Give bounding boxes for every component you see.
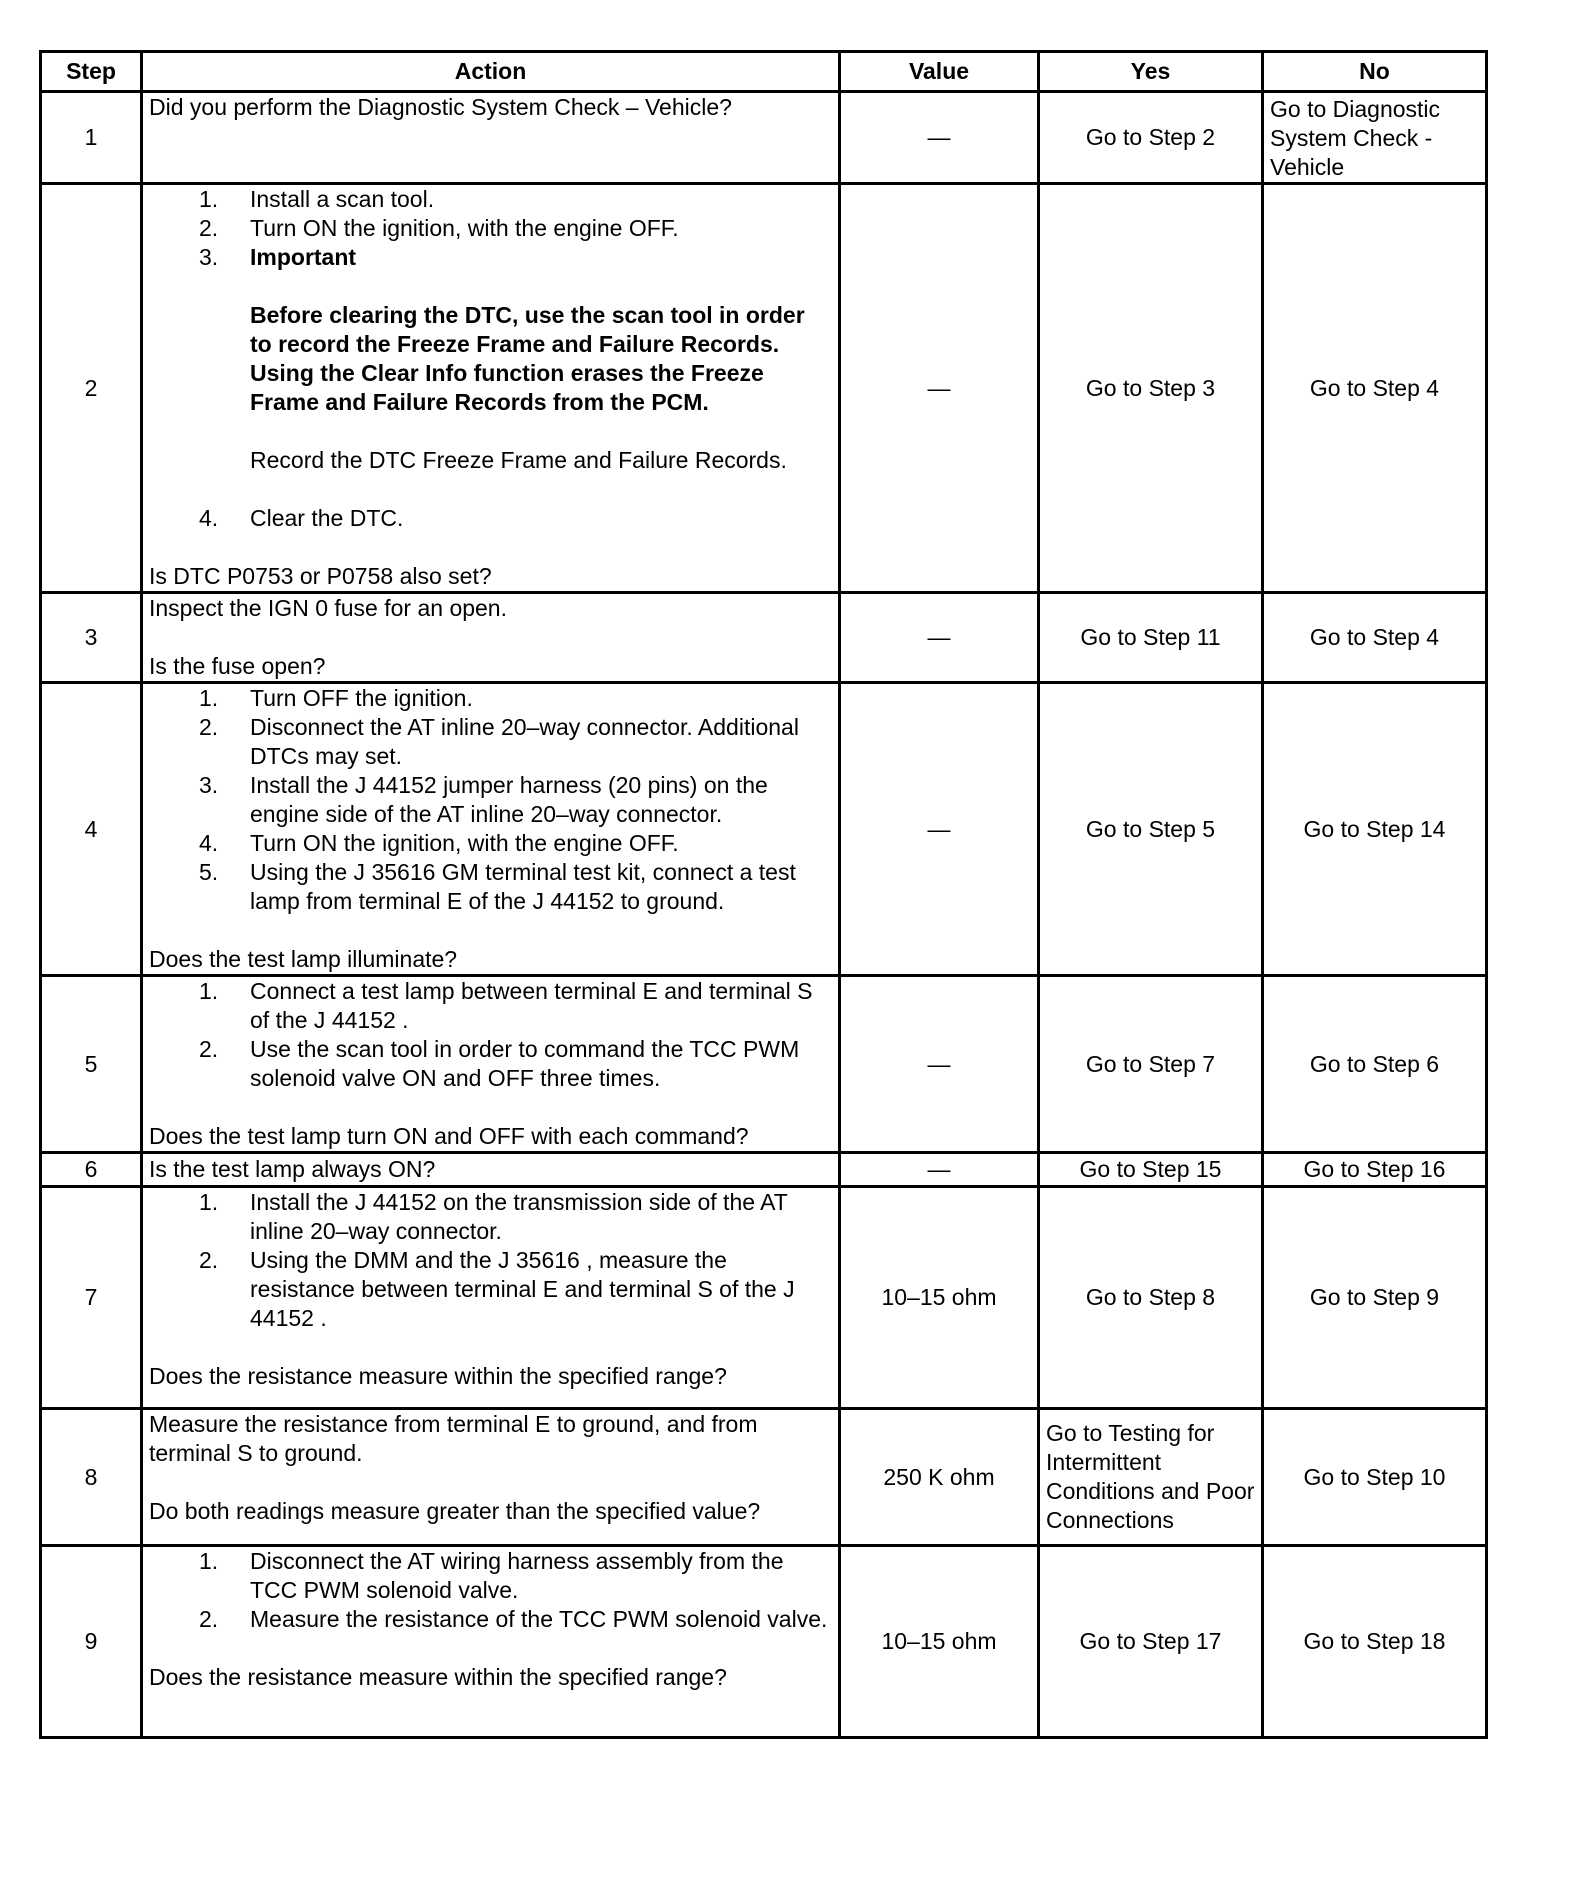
step-number: 2 <box>41 184 142 593</box>
action-step: 1. Connect a test lamp between terminal E and terminal S of the J 44152 . <box>199 978 813 1033</box>
yes-cell: Go to Step 5 <box>1039 683 1263 976</box>
yes-cell: Go to Step 7 <box>1039 976 1263 1153</box>
table-row <box>41 92 1487 184</box>
action-step: 5. Using the J 35616 GM terminal test kit, connect a test lamp from terminal E of the J 44152 to ground. <box>199 859 796 914</box>
no-cell: Go to Step 4 <box>1263 184 1487 593</box>
no-cell: Go to Step 4 <box>1263 593 1487 683</box>
value-cell: 10–15 ohm <box>840 1546 1039 1738</box>
header-row <box>41 52 1487 92</box>
action-question: Does the resistance measure within the specified range? <box>149 1664 727 1690</box>
value-cell: — <box>840 976 1039 1153</box>
table-row <box>41 1546 1487 1738</box>
table-row <box>41 1187 1487 1409</box>
action-steps <box>149 1188 832 1333</box>
no-cell: Go to Step 9 <box>1263 1187 1487 1409</box>
step-number: 8 <box>41 1409 142 1546</box>
action-cell <box>142 1187 840 1409</box>
no-cell: Go to Step 18 <box>1263 1546 1487 1738</box>
step-number: 5 <box>41 976 142 1153</box>
yes-cell: Go to Step 11 <box>1039 593 1263 683</box>
action-cell <box>142 1153 840 1187</box>
action-steps <box>149 977 832 1093</box>
step-number: 7 <box>41 1187 142 1409</box>
header-no: No <box>1263 52 1487 92</box>
action-cell <box>142 976 840 1153</box>
table-row <box>41 1409 1487 1546</box>
no-cell: Go to Step 14 <box>1263 683 1487 976</box>
action-step: 2. Using the DMM and the J 35616 , measure the resistance between terminal E and terminal S of the J 44152 . <box>199 1247 795 1331</box>
table-row <box>41 1153 1487 1187</box>
yes-cell: Go to Step 2 <box>1039 92 1263 184</box>
action-question: Does the resistance measure within the specified range? <box>149 1363 727 1389</box>
table-row <box>41 184 1487 593</box>
important-note: Before clearing the DTC, use the scan tool in order to record the Freeze Frame and Failure Records. Using the Clear Info function erases the Freeze Frame and Failure Records from the PCM. <box>250 302 805 415</box>
action-step: 4. Turn ON the ignition, with the engine OFF. <box>199 830 679 856</box>
action-cell <box>142 1546 840 1738</box>
step-number: 1 <box>41 92 142 184</box>
action-question: Do both readings measure greater than the specified value? <box>149 1498 761 1524</box>
action-text: Did you perform the Diagnostic System Check – Vehicle? <box>149 94 732 120</box>
value-cell: — <box>840 92 1039 184</box>
action-step: 1. Install the J 44152 on the transmission side of the AT inline 20–way connector. <box>199 1189 788 1244</box>
header-step: Step <box>41 52 142 92</box>
yes-cell: Go to Step 3 <box>1039 184 1263 593</box>
action-text: Measure the resistance from terminal E to ground, and from terminal S to ground. <box>149 1411 758 1466</box>
action-steps <box>149 1547 832 1634</box>
action-step: 2. Measure the resistance of the TCC PWM solenoid valve. <box>199 1606 828 1632</box>
action-step: 1. Disconnect the AT wiring harness assembly from the TCC PWM solenoid valve. <box>199 1548 784 1603</box>
yes-cell: Go to Step 17 <box>1039 1546 1263 1738</box>
step-number: 3 <box>41 593 142 683</box>
step-number: 9 <box>41 1546 142 1738</box>
action-step: 2. Turn ON the ignition, with the engine OFF. <box>199 215 679 241</box>
yes-cell: Go to Step 8 <box>1039 1187 1263 1409</box>
yes-cell: Go to Testing for Intermittent Conditions and Poor Connections <box>1039 1409 1263 1546</box>
header-action: Action <box>142 52 840 92</box>
action-step: 1. Install a scan tool. <box>199 186 435 212</box>
record-note: Record the DTC Freeze Frame and Failure Records. <box>250 447 787 473</box>
action-text: Inspect the IGN 0 fuse for an open. <box>149 595 507 621</box>
action-question: Does the test lamp turn ON and OFF with each command? <box>149 1123 749 1149</box>
action-step: 2. Disconnect the AT inline 20–way connector. Additional DTCs may set. <box>199 714 799 769</box>
yes-cell: Go to Step 15 <box>1039 1153 1263 1187</box>
table-row <box>41 976 1487 1153</box>
value-cell: — <box>840 1153 1039 1187</box>
action-question: Is the fuse open? <box>149 653 326 679</box>
no-cell: Go to Step 16 <box>1263 1153 1487 1187</box>
action-step: 4. Clear the DTC. <box>199 505 404 531</box>
action-step: 1. Turn OFF the ignition. <box>199 685 473 711</box>
action-question: Does the test lamp illuminate? <box>149 946 458 972</box>
action-step: 3. Install the J 44152 jumper harness (20 pins) on the engine side of the AT inline 20–way connector. <box>199 772 768 827</box>
no-cell: Go to Step 10 <box>1263 1409 1487 1546</box>
action-step: 2. Use the scan tool in order to command the TCC PWM solenoid valve ON and OFF three times. <box>199 1036 800 1091</box>
action-steps <box>149 185 832 533</box>
action-cell <box>142 92 840 184</box>
action-steps <box>149 684 832 916</box>
step-number: 6 <box>41 1153 142 1187</box>
value-cell: — <box>840 683 1039 976</box>
header-yes: Yes <box>1039 52 1263 92</box>
value-cell: 10–15 ohm <box>840 1187 1039 1409</box>
action-question: Is the test lamp always ON? <box>149 1156 436 1182</box>
value-cell: — <box>840 593 1039 683</box>
action-cell <box>142 1409 840 1546</box>
header-value: Value <box>840 52 1039 92</box>
action-step: 3. Important Before clearing the DTC, use the scan tool in order to record the Freeze Frame and Failure Records. Using the Clear Info function erases the Freeze Frame and Failure Records from the PCM. Record the DTC Freeze Frame and Failure Records. <box>149 243 832 504</box>
diagnostic-table <box>39 50 1488 1739</box>
table-row <box>41 593 1487 683</box>
value-cell: — <box>840 184 1039 593</box>
step-number: 4 <box>41 683 142 976</box>
value-cell: 250 K ohm <box>840 1409 1039 1546</box>
action-cell <box>142 593 840 683</box>
action-question: Is DTC P0753 or P0758 also set? <box>149 563 492 589</box>
no-cell: Go to Step 6 <box>1263 976 1487 1153</box>
action-cell <box>142 683 840 976</box>
action-cell <box>142 184 840 593</box>
no-cell: Go to Diagnostic System Check - Vehicle <box>1263 92 1487 184</box>
table-row <box>41 683 1487 976</box>
